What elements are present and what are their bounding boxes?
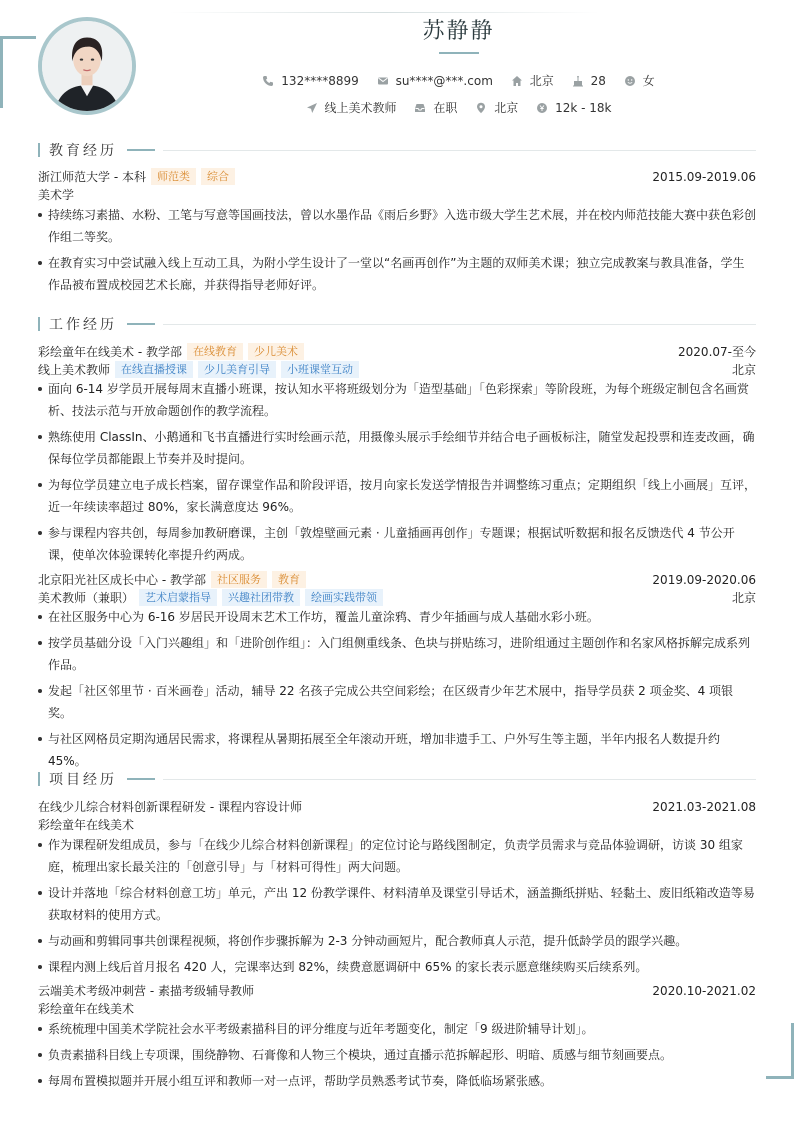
project-bullets [38, 834, 756, 982]
list-item: 面向 6-14 岁学员开展每周末直播小班课，按认知水平将班级划分为「造型基础」「色彩探索」等阶段班，为每个班级定制包含名画赏析、技法示范与开放命题创作的教学流程。 [38, 378, 756, 422]
position-name: 线上美术教师 [38, 363, 111, 377]
section-work-title [38, 315, 756, 333]
project-org: 彩绘童年在线美术 [38, 818, 135, 832]
job-intent-row [0, 99, 794, 117]
gender-info [624, 72, 655, 89]
target-city-text: 北京 [494, 101, 519, 115]
education-date: 2015.09-2019.06 [652, 169, 756, 184]
company-tag: 在线教育 [187, 343, 243, 360]
home-icon [511, 75, 523, 87]
project-date: 2021.03-2021.08 [652, 799, 756, 814]
project-org-row [38, 816, 756, 833]
job-location: 北京 [731, 363, 756, 377]
position-tag: 兴趣社团带教 [222, 589, 300, 606]
section-education-title [38, 141, 756, 159]
send-icon [306, 102, 318, 114]
list-item: 每周布置模拟题并开展小组互评和教师一对一点评，帮助学员熟悉考试节奏，降低临场紧张感。 [38, 1070, 756, 1092]
job-bullets [38, 378, 756, 570]
candidate-name: 苏静静 [422, 19, 495, 44]
mail-icon [377, 75, 389, 87]
project-header [38, 982, 756, 999]
education-major-row [38, 186, 756, 203]
job-header [38, 571, 756, 588]
school-tag: 师范类 [151, 168, 196, 185]
list-item: 设计并落地「综合材料创意工坊」单元，产出 12 份教学课件、材料清单及课堂引导话术，涵盖撕纸拼贴、轻黏土、废旧纸箱改造等易获取材料的使用方式。 [38, 882, 756, 926]
location-pin-icon [475, 102, 487, 114]
list-item: 与社区网格员定期沟通居民需求，将课程从暑期拓展至全年滚动开班，增加非遗手工、户外写生等主题，半年内报名人数提升约 45%。 [38, 728, 756, 772]
smiley-icon [624, 75, 636, 87]
position-tag: 在线直播授课 [115, 361, 193, 378]
email-info [377, 74, 493, 88]
position-tag: 艺术启蒙指导 [139, 589, 217, 606]
age-info [572, 74, 606, 88]
job-position-row [38, 589, 756, 606]
list-item: 课程内测上线后首月报名 420 人，完课率达到 82%，续费意愿调研中 65% 的家长表示愿意继续购买后续系列。 [38, 956, 756, 978]
phone-icon [262, 75, 274, 87]
list-item: 在社区服务中心为 6-16 岁居民开设周末艺术工作坊，覆盖儿童涂鸦、青少年插画与成人基础水彩小班。 [38, 606, 756, 628]
list-item: 持续练习素描、水粉、工笔与写意等国画技法，曾以水墨作品《雨后乡野》入选市级大学生艺术展，并在校内师范技能大赛中获色彩创作组二等奖。 [38, 204, 756, 248]
section-label: 项目经历 [49, 772, 117, 788]
city-info [511, 72, 554, 89]
major: 美术学 [38, 188, 75, 202]
job-position-row [38, 361, 756, 378]
job-date: 2020.07-至今 [678, 345, 756, 359]
inbox-icon [414, 102, 426, 114]
project-name: 在线少儿综合材料创新课程研发 - 课程内容设计师 [38, 800, 302, 814]
project-org: 彩绘童年在线美术 [38, 1002, 135, 1016]
job-bullets [38, 606, 756, 776]
name-underline [439, 52, 479, 54]
project-date: 2020.10-2021.02 [652, 983, 756, 998]
gender-text: 女 [642, 74, 655, 88]
list-item: 作为课程研发组成员，参与「在线少儿综合材料创新课程」的定位讨论与路线图制定，负责学员需求与竞品体验调研，访谈 30 组家庭，梳理出家长最关注的「创意引导」与「材料可得性」两大问题。 [38, 834, 756, 878]
project-header [38, 798, 756, 815]
corner-decoration-bottom-right [766, 1023, 794, 1079]
status-text: 在职 [433, 101, 458, 115]
project-name: 云端美术考级冲刺营 - 素描考级辅导教师 [38, 984, 254, 998]
company-name: 北京阳光社区成长中心 - 教学部 [38, 573, 206, 587]
money-coin-icon [536, 102, 548, 114]
position-tag: 少儿美育引导 [198, 361, 276, 378]
target-job-info [306, 99, 397, 116]
list-item: 在教育实习中尝试融入线上互动工具，为附小学生设计了一堂以“名画再创作”为主题的双师美术课；独立完成教案与教具准备，学生作品被布置成校园艺术长廊，并获得指导老师好评。 [38, 252, 756, 296]
phone-info [262, 74, 358, 88]
list-item: 系统梳理中国美术学院社会水平考级素描科目的评分维度与近年考题变化，制定「9 级进阶辅导计划」。 [38, 1018, 756, 1040]
list-item: 为每位学员建立电子成长档案，留存课堂作品和阶段评语，按月向家长发送学情报告并调整练习重点；定期组织「线上小画展」互评，近一年续读率超过 80%，家长满意度达 96%。 [38, 474, 756, 518]
age-text: 28 [590, 73, 606, 88]
school-name: 浙江师范大学 - 本科 [38, 170, 146, 184]
education-header [38, 168, 756, 185]
company-tag: 教育 [272, 571, 306, 588]
target-city-info [475, 99, 518, 116]
salary-text: 12k - 18k [555, 100, 612, 115]
salary-info [536, 101, 611, 115]
company-tag: 少儿美术 [248, 343, 304, 360]
list-item: 参与课程内容共创，每周参加教研磨课，主创「敦煌壁画元素 · 儿童插画再创作」专题课；根据试听数据和报名反馈迭代 4 节公开课，使单次体验课转化率提升约两成。 [38, 522, 756, 566]
position-name: 美术教师（兼职） [38, 591, 135, 605]
school-tag: 综合 [201, 168, 235, 185]
cake-icon [572, 75, 584, 87]
company-tag: 社区服务 [211, 571, 267, 588]
list-item: 熟练使用 ClassIn、小鹅通和飞书直播进行实时绘画示范，用摄像头展示手绘细节并结合电子画板标注，随堂发起投票和连麦改画，确保每位学员都能跟上节奏并及时提问。 [38, 426, 756, 470]
top-divider [170, 12, 600, 13]
position-tag: 小班课堂互动 [281, 361, 359, 378]
phone-text: 132****8899 [281, 73, 359, 88]
company-name: 彩绘童年在线美术 - 教学部 [38, 345, 182, 359]
job-header [38, 343, 756, 360]
section-project-title [38, 770, 756, 788]
job-date: 2019.09-2020.06 [652, 572, 756, 587]
section-label: 教育经历 [49, 143, 117, 159]
target-job-text: 线上美术教师 [324, 101, 397, 115]
list-item: 按学员基础分设「入门兴趣组」和「进阶创作组」：入门组侧重线条、色块与拼贴练习，进阶组通过主题创作和名家风格拆解完成系列作品。 [38, 632, 756, 676]
project-org-row [38, 1000, 756, 1017]
city-text: 北京 [529, 74, 554, 88]
list-item: 负责素描科目线上专项课，围绕静物、石膏像和人物三个模块，通过直播示范拆解起形、明暗、质感与细节刻画要点。 [38, 1044, 756, 1066]
list-item: 发起「社区邻里节 · 百米画卷」活动，辅导 22 名孩子完成公共空间彩绘；在区级青少年艺术展中，指导学员获 2 项金奖、4 项银奖。 [38, 680, 756, 724]
list-item: 与动画和剪辑同事共创课程视频，将创作步骤拆解为 2-3 分钟动画短片，配合教师真人示范，提升低龄学员的跟学兴趣。 [38, 930, 756, 952]
contact-info-row [0, 72, 794, 90]
position-tag: 绘画实践带领 [305, 589, 383, 606]
education-bullets [38, 204, 756, 300]
section-label: 工作经历 [49, 317, 117, 333]
email-text: su****@***.com [395, 73, 493, 88]
job-location: 北京 [731, 591, 756, 605]
project-bullets [38, 1018, 756, 1096]
status-info [414, 99, 457, 116]
